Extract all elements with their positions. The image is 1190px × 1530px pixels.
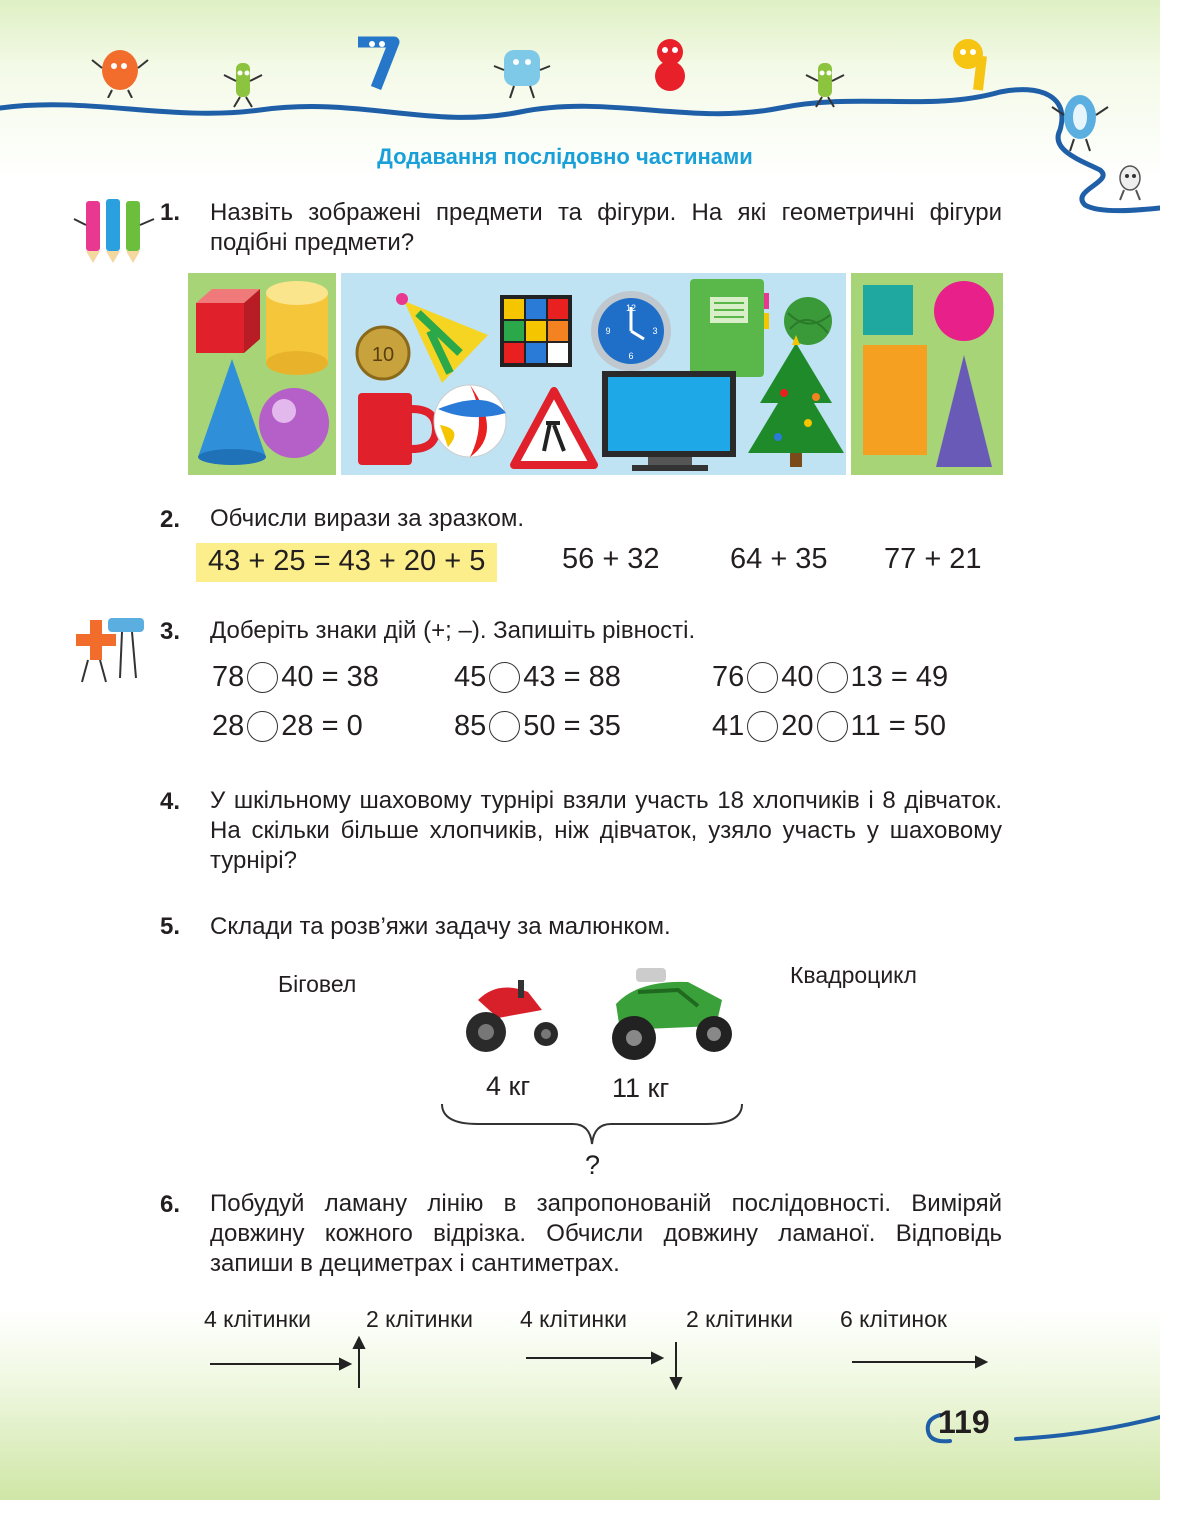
digit-six-character-icon xyxy=(90,38,150,98)
equation-1-2: 45 43 = 88 xyxy=(454,661,621,693)
segment-label-3: 4 клітинки xyxy=(520,1306,628,1332)
yarn-ball-icon xyxy=(784,297,832,345)
sign-circle[interactable] xyxy=(817,662,848,693)
task-2-number: 2. xyxy=(160,506,181,533)
digit-nine-character-icon xyxy=(938,30,998,100)
task-1-text: Назвіть зображені предмети та фігури. На які геометричні фігури подібні предмети? xyxy=(210,199,1002,256)
coin-icon xyxy=(357,327,409,379)
task-4-text: У шкільному шаховому турнірі взяли участь 18 хлопчиків і 8 дівчаток. На скільки більше хлопчиків, ніж дівчаток, узяло участь у шаховому турнірі? xyxy=(210,787,1002,874)
total-question-mark: ? xyxy=(585,1150,601,1180)
digit-seven-character-icon xyxy=(346,30,406,100)
sign-circle[interactable] xyxy=(817,711,848,742)
equation-1-3: 76 40 13 = 49 xyxy=(712,661,949,693)
cube-icon xyxy=(196,289,260,353)
digit-one-character-right-icon xyxy=(800,55,850,110)
math-signs-character-icon xyxy=(62,608,152,688)
equation-2-1: 28 28 = 0 xyxy=(212,710,363,742)
sphere-icon xyxy=(259,388,329,458)
page-title: Додавання послідовно частинами xyxy=(377,144,753,169)
task-5-number: 5. xyxy=(160,913,181,940)
sign-circle[interactable] xyxy=(747,711,778,742)
segment-label-4: 2 клітинки xyxy=(686,1306,794,1332)
polyline-direction-arrows xyxy=(200,1336,1000,1396)
equation-2-3: 41 20 11 = 50 xyxy=(712,710,946,742)
beach-ball-icon xyxy=(434,385,506,457)
segment-label-5: 6 клітинок xyxy=(840,1306,947,1332)
task-6-text: Побудуй ламану лінію в запропонованій послідовності. Виміряй довжину кожного відрізка. Обчисли довжину ламаної. Відповідь запиши в дециметрах і сантиметрах. xyxy=(210,1190,1002,1277)
wall-clock-icon xyxy=(591,291,671,371)
rubik-cube-icon xyxy=(500,295,572,367)
digit-five-character-icon xyxy=(492,40,552,100)
cylinder-icon xyxy=(266,281,328,375)
bike-weight: 4 кг xyxy=(486,1071,531,1101)
page-number: 119 xyxy=(938,1404,990,1440)
sign-circle[interactable] xyxy=(247,662,278,693)
sign-circle[interactable] xyxy=(489,711,520,742)
quad-weight: 11 кг xyxy=(612,1073,670,1103)
quad-bike-icon xyxy=(598,960,738,1070)
balance-bike-icon xyxy=(458,970,568,1065)
digit-one-character-icon xyxy=(218,55,268,110)
shapes-and-objects-picture xyxy=(188,273,1003,475)
task-2-expr-2: 64 + 35 xyxy=(730,543,828,575)
coin-label: 10 xyxy=(371,344,395,366)
clock-12: 12 xyxy=(625,303,637,313)
balance-bike-label: Біговел xyxy=(278,971,357,997)
clock-3: 3 xyxy=(652,326,658,336)
clock-9: 9 xyxy=(605,326,611,336)
segment-label-1: 4 клітинки xyxy=(204,1306,312,1332)
segment-label-2: 2 клітинки xyxy=(366,1306,474,1332)
notebook-icon xyxy=(690,279,769,377)
tv-monitor-icon xyxy=(602,371,736,471)
pencils-icon xyxy=(70,195,160,265)
equation-2-2: 85 50 = 35 xyxy=(454,710,621,742)
task-6-number: 6. xyxy=(160,1191,181,1218)
curly-brace xyxy=(438,1100,748,1150)
task-4-number: 4. xyxy=(160,788,181,815)
square-icon xyxy=(863,285,913,335)
equation-1-1: 78 40 = 38 xyxy=(212,661,379,693)
task-5-text: Склади та розв’яжи задачу за малюнком. xyxy=(210,913,671,940)
sign-circle[interactable] xyxy=(247,711,278,742)
task-2-sample: 43 + 25 = 43 + 20 + 5 xyxy=(196,543,497,582)
task-3-text: Доберіть знаки дій (+; –). Запишіть рівності. xyxy=(210,617,696,644)
task-3-number: 3. xyxy=(160,618,181,645)
clock-6: 6 xyxy=(628,351,634,361)
task-2-expr-3: 77 + 21 xyxy=(884,543,982,575)
sign-circle[interactable] xyxy=(489,662,520,693)
circle-icon xyxy=(934,281,994,341)
task-2-expr-1: 56 + 32 xyxy=(562,543,660,575)
task-1-number: 1. xyxy=(160,199,181,226)
rectangle-icon xyxy=(863,345,927,455)
digit-eight-character-icon xyxy=(640,30,700,100)
sign-circle[interactable] xyxy=(747,662,778,693)
task-2-text: Обчисли вирази за зразком. xyxy=(210,505,525,532)
quad-bike-label: Квадроцикл xyxy=(790,962,917,988)
